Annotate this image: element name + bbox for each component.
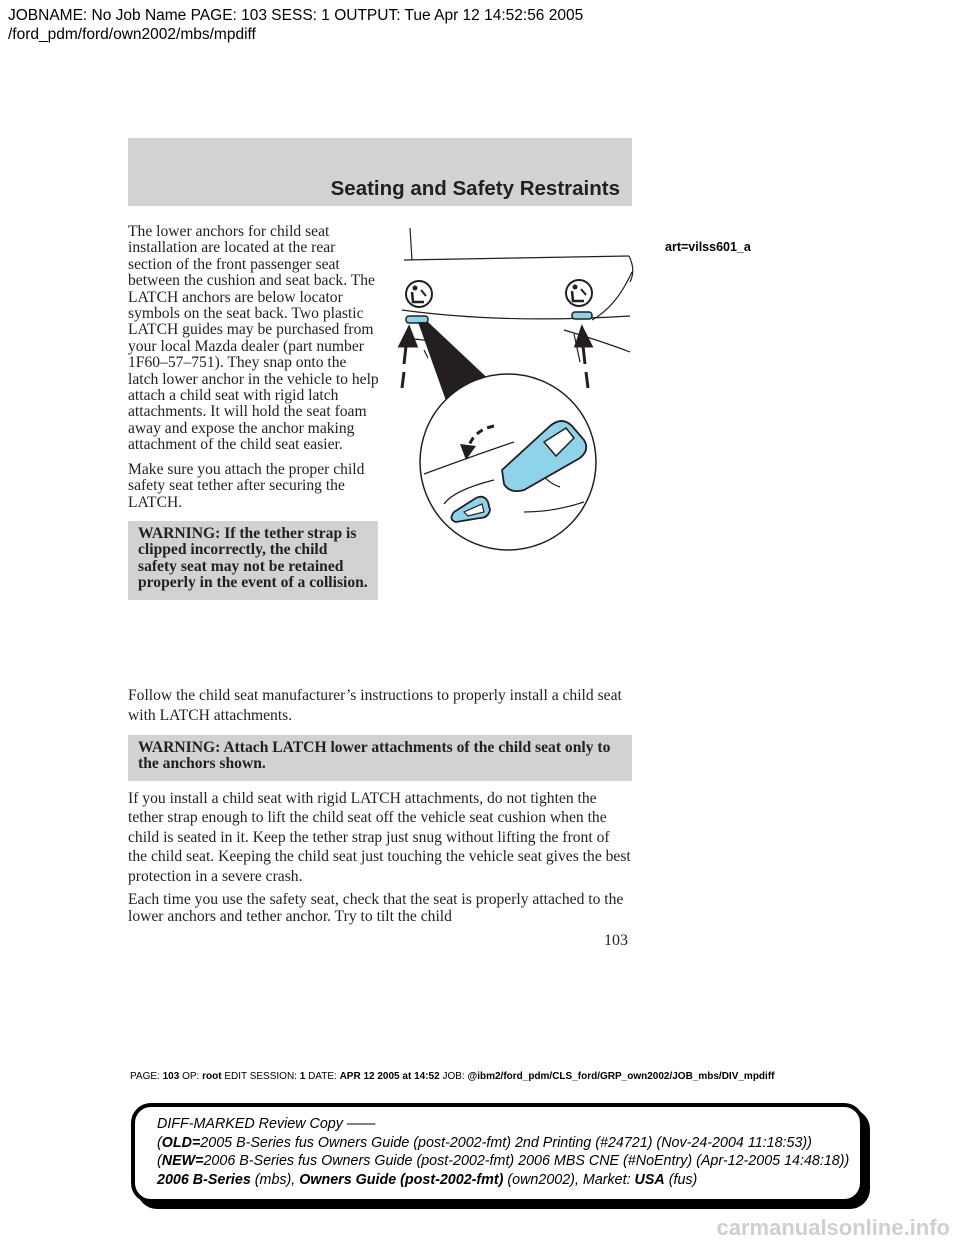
job-header-line2: /ford_pdm/ford/own2002/mbs/mpdiff <box>8 26 256 43</box>
review-line-old: (OLD=2005 B-Series fus Owners Guide (post-2002-fmt) 2nd Printing (#24721) (Nov-24-2004 11:18:53)) <box>157 1134 812 1151</box>
warning-box-tether <box>128 521 378 600</box>
job-header-line1: JOBNAME: No Job Name PAGE: 103 SESS: 1 OUTPUT: Tue Apr 12 14:52:56 2005 <box>8 7 584 24</box>
page-number: 103 <box>604 932 628 949</box>
main-column <box>128 686 632 925</box>
paragraph-follow-instructions: Follow the child seat manufacturer’s instructions to properly install a child seat with LATCH attachments. <box>128 687 622 724</box>
section-title: Seating and Safety Restraints <box>330 177 620 200</box>
paragraph-rigid-latch: If you install a child seat with rigid LATCH attachments, do not tighten the tether strap enough to lift the child seat off the vehicle seat cushion when the child is seated in it. Keep the tether strap just snug without lifting the front of the child seat. Keeping the child seat just touching the vehicle seat gives the best protection in a severe crash. <box>128 789 631 885</box>
locator-symbol-left <box>406 281 432 307</box>
warning-box-attach <box>128 735 632 781</box>
review-box <box>131 1103 864 1203</box>
paragraph-check-seat: Each time you use the safety seat, check that the seat is properly attached to the lower anchors and tether anchor. Try to tilt the child <box>128 891 624 925</box>
latch-guide-left <box>406 316 428 323</box>
review-line-new: (NEW=2006 B-Series fus Owners Guide (post-2002-fmt) 2006 MBS CNE (#NoEntry) (Apr-12-2005 14:48:18)) <box>157 1153 850 1169</box>
watermark: carmanualsonline.info <box>716 1215 950 1240</box>
warning-text-tether: WARNING: If the tether strap is clipped incorrectly, the child safety seat may not be retained properly in the event of a collision. <box>138 524 368 592</box>
latch-guide-right <box>572 312 592 319</box>
review-text <box>157 1115 849 1189</box>
seat-outline-line <box>410 228 412 260</box>
art-label: art=vilss601_a <box>665 240 751 254</box>
left-column <box>128 224 380 600</box>
page-info-line: PAGE: 103 OP: root EDIT SESSION: 1 DATE: APR 12 2005 at 14:52 JOB: @ibm2/ford_pdm/CLS_ford/GRP_own2002/JOB_mbs/DIV_mpdiff <box>130 1071 775 1082</box>
latch-anchor-illustration <box>384 212 644 552</box>
warning-text-attach: WARNING: Attach LATCH lower attachments of the child seat only to the anchors shown. <box>138 739 611 773</box>
review-line1: DIFF-MARKED Review Copy —— <box>157 1116 376 1132</box>
paragraph-tether: Make sure you attach the proper child safety seat tether after securing the LATCH. <box>128 460 365 511</box>
section-header <box>128 138 632 206</box>
seat-top-edge <box>404 256 629 260</box>
paragraph-lower-anchors: The lower anchors for child seat installation are located at the rear section of the front passenger seat between the cushion and seat back. The LATCH anchors are below locator symbols on the seat back. Two plastic LATCH guides may be purchased from your local Mazda dealer (part number 1F60–57–751). They snap onto the latch lower anchor in the vehicle to help attach a child seat with rigid latch attachments. It will hold the seat foam away and expose the anchor making attachment of the child seat easier. <box>128 223 379 454</box>
review-line-product: 2006 B-Series (mbs), Owners Guide (post-2002-fmt) (own2002), Market: USA (fus) <box>157 1171 698 1188</box>
locator-symbol-right <box>566 280 592 306</box>
